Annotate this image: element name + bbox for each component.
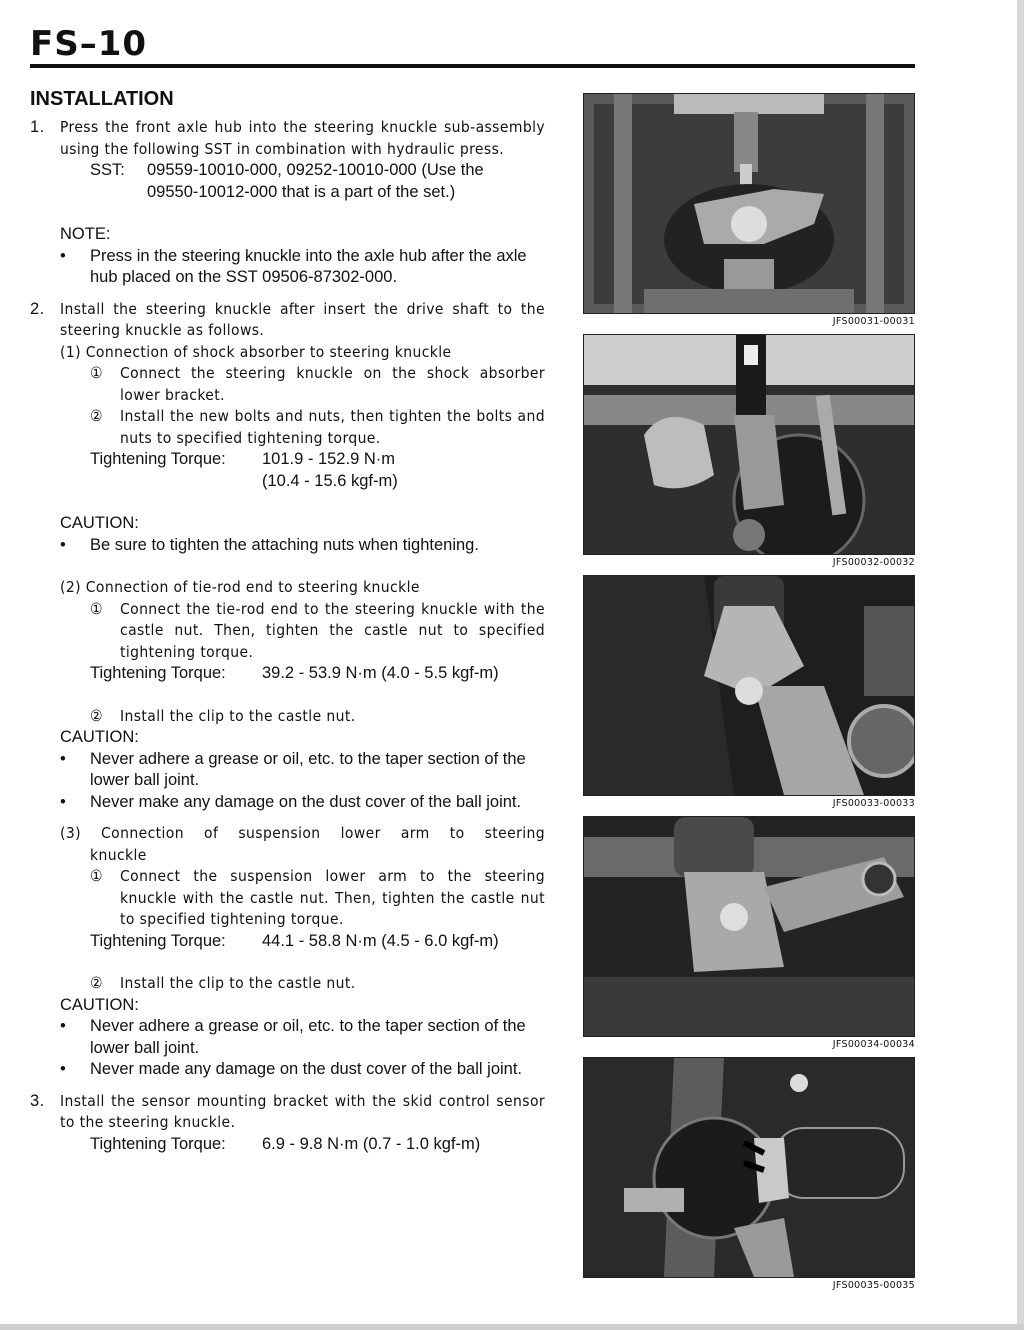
figure-code: JFS00033-00033 <box>832 798 915 809</box>
caution-bullet: • Never adhere a grease or oil, etc. to the taper section of the lower ball joint. <box>60 749 545 792</box>
sub-step: ① Connect the suspension lower arm to the steering knuckle with the castle nut. Then, tighten the castle nut to specified tightening torque. <box>90 866 545 931</box>
torque-value: 6.9 - 9.8 N·m (0.7 - 1.0 kgf-m) <box>262 1134 481 1153</box>
caution-bullet: • Never adhere a grease or oil, etc. to the taper section of the lower ball joint. <box>60 1016 545 1059</box>
figure-press-photo <box>583 93 915 314</box>
step-text: Install the steering knuckle after insert the drive shaft to the steering knuckle as follows. <box>60 299 545 339</box>
circled-1: ① <box>90 867 103 885</box>
torque-label: Tightening Torque: <box>90 664 226 682</box>
sub-step: ② Install the new bolts and nuts, then tighten the bolts and nuts to specified tightening torque. <box>90 406 545 449</box>
circled-1: ① <box>90 599 103 618</box>
figure-knuckle-photo <box>583 334 915 555</box>
circled-1: ① <box>90 364 103 382</box>
circled-2: ② <box>90 974 103 992</box>
sst-value-line1: 09559-10010-000, 09252-10010-000 (Use the <box>147 161 484 179</box>
bullet-mark: • <box>60 792 66 811</box>
note-bullet: • Press in the steering knuckle into the axle hub after the axle hub placed on the SST 09506-87302-000. <box>60 246 545 289</box>
torque-value: 44.1 - 58.8 N·m (4.5 - 6.0 kgf-m) <box>262 931 499 950</box>
torque-label: Tightening Torque: <box>90 1134 226 1153</box>
sub-step: ② Install the clip to the castle nut. <box>90 973 545 995</box>
sst-block <box>90 160 545 182</box>
step-number: 1. <box>30 118 45 136</box>
figure-tie-rod-photo <box>583 575 915 796</box>
caution-bullet: • Never make any damage on the dust cover of the ball joint. <box>60 792 545 814</box>
step-number: 3. <box>30 1091 45 1110</box>
caution-label: CAUTION: <box>60 728 139 746</box>
note-label: NOTE: <box>60 225 111 243</box>
figure-code: JFS00031-00031 <box>832 316 915 327</box>
figure-lower-arm-photo <box>583 816 915 1037</box>
torque-spec <box>90 931 545 953</box>
torque-label: Tightening Torque: <box>90 931 226 950</box>
header-rule <box>30 64 915 68</box>
sub-step: ② Install the clip to the castle nut. <box>90 706 545 728</box>
page-edge-bottom <box>0 1324 1024 1330</box>
torque-value: 39.2 - 53.9 N·m (4.0 - 5.5 kgf-m) <box>262 664 499 682</box>
step-text: Press the front axle hub into the steering knuckle sub-assembly using the following SST in combination with hydraulic press. <box>60 118 545 158</box>
bullet-mark: • <box>60 1017 66 1035</box>
figure-code: JFS00034-00034 <box>832 1039 915 1050</box>
caution-bullet: • Be sure to tighten the attaching nuts when tightening. <box>60 535 545 557</box>
sst-value-line2: 09550-10012-000 that is a part of the set.) <box>147 182 456 201</box>
sub-heading-2: (2) Connection of tie-rod end to steering knuckle <box>60 578 420 596</box>
caution-bullet: • Never made any damage on the dust cover of the ball joint. <box>60 1059 545 1081</box>
bullet-mark: • <box>60 749 66 768</box>
bullet-mark: • <box>60 246 66 265</box>
bullet-mark: • <box>60 1060 66 1078</box>
instructions-column <box>30 88 545 1155</box>
figure-sensor-photo <box>583 1057 915 1278</box>
torque-value: 101.9 - 152.9 N·m <box>262 450 395 468</box>
sub-heading-3: (3) Connection of suspension lower arm to steering <box>60 824 545 842</box>
caution-label: CAUTION: <box>60 995 139 1014</box>
torque-spec <box>90 449 545 471</box>
sub-step: ① Connect the steering knuckle on the shock absorber lower bracket. <box>90 363 545 406</box>
figure-code: JFS00035-00035 <box>832 1280 915 1291</box>
step-2 <box>30 299 545 342</box>
step-3 <box>30 1091 545 1134</box>
section-title: INSTALLATION <box>30 88 174 110</box>
circled-2: ② <box>90 407 103 425</box>
step-text: Install the sensor mounting bracket with the skid control sensor to the steering knuckle. <box>60 1091 545 1131</box>
torque-label: Tightening Torque: <box>90 450 226 468</box>
circled-2: ② <box>90 706 103 725</box>
sst-label: SST: <box>90 161 125 179</box>
sub-step: ① Connect the tie-rod end to the steering knuckle with the castle nut. Then, tighten the castle nut to specified tightening torque. <box>90 599 545 664</box>
step-1 <box>30 117 545 160</box>
page-id: FS–10 <box>30 24 148 64</box>
sub-heading-3-cont: knuckle <box>90 845 147 864</box>
figures-column <box>583 93 915 1298</box>
torque-spec <box>90 1134 545 1156</box>
bullet-mark: • <box>60 535 66 554</box>
step-number: 2. <box>30 299 45 318</box>
figure-code: JFS00032-00032 <box>832 557 915 568</box>
torque-spec <box>90 663 545 685</box>
torque-value-alt: (10.4 - 15.6 kgf-m) <box>262 471 398 490</box>
caution-label: CAUTION: <box>60 514 139 532</box>
page-edge-right <box>1017 0 1024 1330</box>
sub-heading-1: (1) Connection of shock absorber to steering knuckle <box>60 342 452 361</box>
